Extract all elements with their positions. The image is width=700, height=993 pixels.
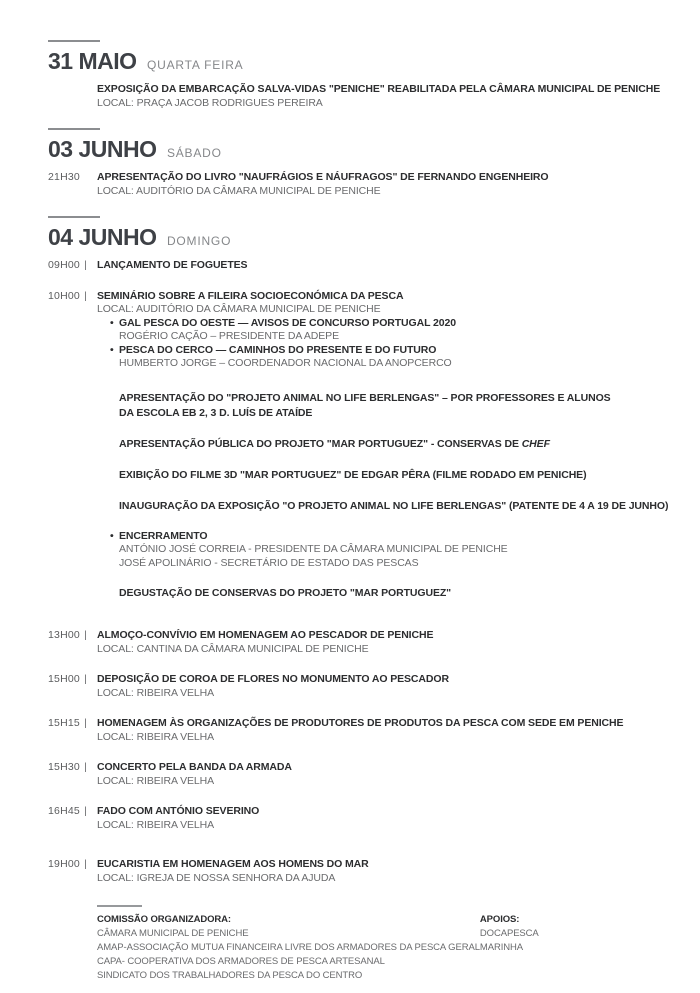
date-label: 03 JUNHO <box>48 136 157 162</box>
event-time <box>48 171 97 198</box>
weekday-label: QUARTA FEIRA <box>146 58 244 72</box>
speaker-line: ANTÓNIO JOSÉ CORREIA - PRESIDENTE DA CÂMARA MUNICIPAL DE PENICHE <box>119 543 508 555</box>
time-label: 19H00 <box>48 858 80 870</box>
time-label: 15H00 <box>48 673 80 685</box>
committee-line: CAPA- COOPERATIVA DOS ARMADORES DE PESCA ARTESANAL <box>97 956 385 967</box>
detail-text-italic: CHEF <box>521 437 550 450</box>
bullet-icon: • <box>110 316 114 329</box>
event-body <box>97 171 666 198</box>
section-rule <box>48 40 100 42</box>
speaker-line: JOSÉ APOLINÁRIO - SECRETÁRIO DE ESTADO DAS PESCAS <box>119 556 419 569</box>
time-separator: | <box>84 761 87 773</box>
event-body <box>97 259 666 273</box>
date-label: 31 MAIO <box>48 48 137 74</box>
bullet-title: PESCA DO CERCO — CAMINHOS DO PRESENTE E DO FUTURO <box>119 343 437 356</box>
date-heading <box>48 137 666 165</box>
time-label: 16H45 <box>48 805 80 817</box>
date-label: 04 JUNHO <box>48 224 157 250</box>
event-body <box>97 289 669 602</box>
event-row <box>48 805 666 832</box>
time-label: 09H00 <box>48 259 80 271</box>
time-label: 10H00 <box>48 289 80 302</box>
event-title: LANÇAMENTO DE FOGUETES <box>97 259 248 271</box>
event-location: LOCAL: RIBEIRA VELHA <box>97 818 215 831</box>
time-label: 15H15 <box>48 717 80 729</box>
weekday-label: SÁBADO <box>166 146 222 160</box>
time-separator: | <box>84 673 87 685</box>
time-separator: | <box>84 805 87 817</box>
event-title: FADO COM ANTÓNIO SEVERINO <box>97 805 260 817</box>
date-heading <box>48 49 666 77</box>
apoios-line: MARINHA <box>479 942 524 953</box>
time-label: 21H30 <box>48 171 80 183</box>
footer-columns <box>97 913 666 983</box>
event-title: EUCARISTIA EM HOMENAGEM AOS HOMENS DO MAR <box>97 858 369 870</box>
event-time-empty <box>48 83 97 110</box>
event-title: ALMOÇO-CONVÍVIO EM HOMENAGEM AO PESCADOR DE PENICHE <box>97 629 434 641</box>
detail-text: APRESENTAÇÃO PÚBLICA DO PROJETO "MAR PORTUGUEZ" - CONSERVAS DE <box>119 437 522 450</box>
event-body <box>97 673 666 700</box>
bullet-icon: • <box>110 343 114 356</box>
event-body <box>97 83 666 110</box>
section-31-maio <box>48 40 666 110</box>
detail-paragraph <box>119 437 666 452</box>
event-row <box>48 259 666 273</box>
event-location: LOCAL: RIBEIRA VELHA <box>97 686 215 699</box>
event-body <box>97 717 666 744</box>
bullet-item <box>110 317 666 331</box>
event-time <box>48 717 97 744</box>
event-time <box>48 629 97 656</box>
event-body <box>97 761 666 788</box>
event-title: EXPOSIÇÃO DA EMBARCAÇÃO SALVA-VIDAS "PENICHE" REABILITADA PELA CÂMARA MUNICIPAL DE PENICHE <box>97 83 661 95</box>
time-separator: | <box>84 289 87 302</box>
time-separator: | <box>84 629 87 641</box>
footer-rule <box>97 905 142 907</box>
event-time <box>48 761 97 788</box>
event-location: LOCAL: PRAÇA JACOB RODRIGUES PEREIRA <box>97 96 323 109</box>
event-location: LOCAL: RIBEIRA VELHA <box>97 774 215 787</box>
time-separator: | <box>84 717 87 729</box>
committee-line: AMAP-ASSOCIAÇÃO MUTUA FINANCEIRA LIVRE DOS ARMADORES DA PESCA GERAL <box>97 942 480 953</box>
event-location: LOCAL: IGREJA DE NOSSA SENHORA DA AJUDA <box>97 871 336 884</box>
speaker-line: ROGÉRIO CAÇÃO – PRESIDENTE DA ADEPE <box>119 330 339 342</box>
bullet-icon: • <box>110 529 114 542</box>
event-row <box>48 171 666 198</box>
event-time <box>48 259 97 273</box>
event-title: APRESENTAÇÃO DO LIVRO "NAUFRÁGIOS E NÁUFRAGOS" DE FERNANDO ENGENHEIRO <box>97 171 549 183</box>
organizing-committee <box>97 913 480 983</box>
detail-paragraph: APRESENTAÇÃO DO "PROJETO ANIMAL NO LIFE BERLENGAS" – POR PROFESSORES E ALUNOS DA ESCOLA EB 2, 3 D. LUÍS DE ATAÍDE <box>119 391 611 419</box>
event-location: LOCAL: CANTINA DA CÂMARA MUNICIPAL DE PENICHE <box>97 642 369 655</box>
event-title: HOMENAGEM ÀS ORGANIZAÇÕES DE PRODUTORES DE PRODUTOS DA PESCA COM SEDE EM PENICHE <box>97 717 624 729</box>
weekday-label: DOMINGO <box>166 234 232 248</box>
speaker-line: HUMBERTO JORGE – COORDENADOR NACIONAL DA ANOPCERCO <box>119 357 452 369</box>
time-separator: | <box>84 858 87 870</box>
supporters <box>480 913 539 983</box>
time-label: 15H30 <box>48 761 80 773</box>
date-heading <box>48 225 666 253</box>
committee-line: SINDICATO DOS TRABALHADORES DA PESCA DO CENTRO <box>97 970 363 981</box>
bullet-item <box>110 530 666 544</box>
bullet-title: GAL PESCA DO OESTE — AVISOS DE CONCURSO PORTUGAL 2020 <box>119 316 456 329</box>
seminar-details <box>97 316 669 602</box>
event-time <box>48 805 97 832</box>
event-time <box>48 290 97 602</box>
event-body <box>97 858 666 885</box>
detail-paragraph: DEGUSTAÇÃO DE CONSERVAS DO PROJETO "MAR PORTUGUEZ" <box>119 587 452 599</box>
event-body <box>97 629 666 656</box>
bullet-item <box>110 344 666 358</box>
event-title: SEMINÁRIO SOBRE A FILEIRA SOCIOECONÓMICA DA PESCA <box>97 289 404 302</box>
committee-heading: COMISSÃO ORGANIZADORA: <box>97 914 231 925</box>
event-time <box>48 673 97 700</box>
event-row <box>48 83 666 110</box>
section-rule <box>48 128 100 130</box>
time-label: 13H00 <box>48 629 80 641</box>
event-row <box>48 858 666 885</box>
section-rule <box>48 216 100 218</box>
footer <box>97 905 666 983</box>
apoios-heading: APOIOS: <box>479 914 520 925</box>
section-04-junho <box>48 216 669 885</box>
event-row <box>48 629 666 656</box>
event-location: LOCAL: AUDITÓRIO DA CÂMARA MUNICIPAL DE PENICHE <box>97 303 381 315</box>
apoios-line: DOCAPESCA <box>479 928 539 939</box>
event-location: LOCAL: RIBEIRA VELHA <box>97 730 215 743</box>
event-time <box>48 858 97 885</box>
event-row <box>48 761 666 788</box>
event-row <box>48 673 666 700</box>
section-03-junho <box>48 128 666 198</box>
detail-paragraph: EXIBIÇÃO DO FILME 3D "MAR PORTUGUEZ" DE EDGAR PÊRA (FILME RODADO EM PENICHE) <box>119 468 587 481</box>
committee-line: CÂMARA MUNICIPAL DE PENICHE <box>97 928 249 939</box>
time-separator: | <box>84 259 87 271</box>
event-row <box>48 717 666 744</box>
event-location: LOCAL: AUDITÓRIO DA CÂMARA MUNICIPAL DE PENICHE <box>97 184 381 197</box>
detail-paragraph: INAUGURAÇÃO DA EXPOSIÇÃO "O PROJETO ANIMAL NO LIFE BERLENGAS" (PATENTE DE 4 A 19 DE JUNHO) <box>119 499 669 512</box>
bullet-title: ENCERRAMENTO <box>119 529 208 542</box>
event-title: CONCERTO PELA BANDA DA ARMADA <box>97 761 292 773</box>
event-row-seminar <box>48 289 669 602</box>
event-body <box>97 805 666 832</box>
event-title: DEPOSIÇÃO DE COROA DE FLORES NO MONUMENTO AO PESCADOR <box>97 673 449 685</box>
